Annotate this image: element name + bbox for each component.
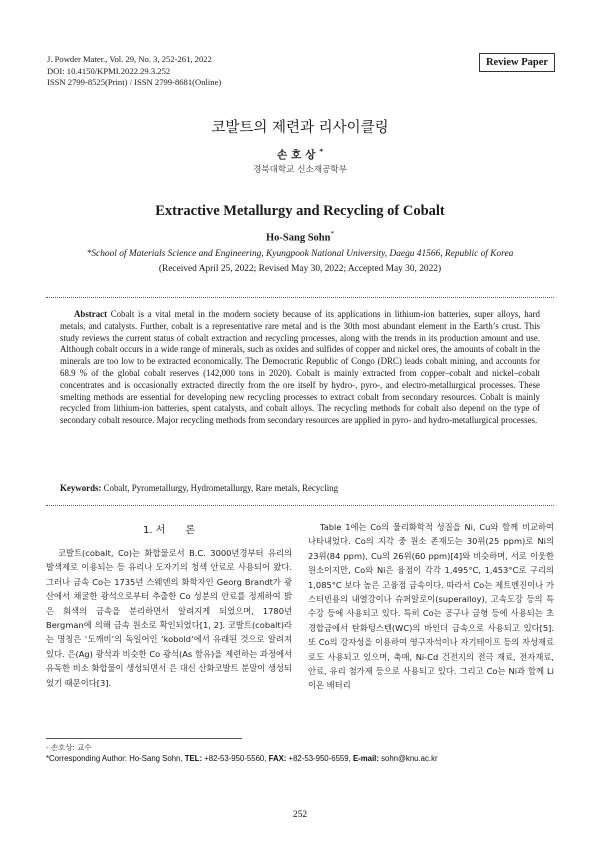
english-author-name: Ho-Sang Sohn xyxy=(266,232,331,244)
journal-citation: J. Powder Mater., Vol. 29, No. 3, 252-261, 2022 xyxy=(47,54,212,64)
page-number: 252 xyxy=(292,810,308,820)
korean-author-name: 손호상 xyxy=(276,149,320,161)
english-author-mark: * xyxy=(330,230,334,238)
body-column-left: 코발트(cobalt, Co)는 화합물로서 B.C. 3000년경부터 유리의 발색제로 이용되는 등 유리나 도자기의 청색 안료로 사용되어 왔다. 그러나 금속 Co는 1735년 스웨덴의 화학자인 Georg Brandt가 광산에서 채굴한 광석으로부터 추출한 Co 성분의 안료를 정제하여 밝은 회색의 금속을 분리하면서 알려지게 되었으며, 1780년 Bergman에 의해 금속 원소로 확인되었다[1, 2]. 코발트(cobalt)라는 명칭은 ‘도깨비’의 독일어인 ‘kobold’에서 유래된 것으로 알려져 있다. 은(Ag) 광석과 비슷한 Co 광석(As 함유)을 제련하는 과정에서 유독한 비소 화합물이 생성되면서 은 대신 산화코발트 분말이 생성되었기 때문이다[3]. xyxy=(46,548,292,688)
keywords xyxy=(60,483,540,495)
korean-title: 코발트의 제련과 리사이클링 xyxy=(211,120,389,136)
corresponding-author: *Corresponding Author: Ho-Sang Sohn, xyxy=(46,754,183,763)
tel-label: TEL: xyxy=(184,754,203,763)
journal-issn: ISSN 2799-8525(Print) / ISSN 2799-8681(Online) xyxy=(47,77,222,87)
footnote-corresponding-author xyxy=(46,754,438,763)
abstract-top-rule xyxy=(46,297,554,298)
abstract xyxy=(60,309,540,427)
keywords-label: Keywords: xyxy=(60,483,102,493)
abstract-bottom-rule xyxy=(46,505,554,506)
keywords-text: Cobalt, Pyrometallurgy, Hydrometallurgy, Rare metals, Recycling xyxy=(103,483,339,493)
section-heading-introduction: 1. 서 론 xyxy=(142,525,196,536)
journal-doi: DOI: 10.4150/KPMI.2022.29.3.252 xyxy=(47,65,171,76)
paper-type-badge: Review Paper xyxy=(479,53,555,72)
email-value: sohn@knu.ac.kr xyxy=(381,754,438,763)
english-author xyxy=(0,230,600,244)
english-affiliation: *School of Materials Science and Engineering, Kyungpook National University, Daegu 41566, Republic of Korea xyxy=(86,249,514,259)
footnote-rule xyxy=(46,738,242,739)
abstract-text: Cobalt is a vital metal in the modern society because of its applications in lithium-ion batteries, super alloys, hard metals, and catalysts. Further, cobalt is a representative rare metal and is the 30th most abundant element in the Earth’s crust. This study reviews the current status of cobalt extraction and recycling processes, along with the trends in its production amount and use. Although cobalt occurs in a wide range of minerals, such as oxides and sulfides of copper and nickel ores, the amounts of cobalt in the minerals are too low to be extracted economically. The Democratic Republic of Congo (DRC) leads cobalt mining, and accounts for 68.9 % of the global cobalt reserves (142,000 tons in 2020). Cobalt is mainly extracted from copper–cobalt and nickel–cobalt concentrates and is occasionally extracted directly from the ore itself by hydro-, pyro-, and electro-metallurgical processes. These smelting methods are essential for developing new recycling processes to extract cobalt from secondary resources. Cobalt is mainly recycled from lithium-ion batteries, spent catalysts, and cobalt alloys. The recycling methods for cobalt also depend on the type of secondary cobalt resource. Major recycling methods from secondary resources are applied in pyro- and hydro-metallurgical processes. xyxy=(60,309,540,426)
email-label: E-mail: xyxy=(352,754,379,763)
received-dates: (Received April 25, 2022; Revised May 30, 2022; Accepted May 30, 2022) xyxy=(158,264,442,274)
korean-author-mark: * xyxy=(319,147,324,156)
korean-author xyxy=(0,147,600,162)
fax-label: FAX: xyxy=(268,754,287,763)
footnote-author-position: - 손호상: 교수 xyxy=(46,743,92,752)
journal-info xyxy=(47,54,221,89)
body-column-right: Table 1에는 Co의 물리화학적 성질을 Ni, Cu와 함께 비교하여 나타내었다. Co의 지각 중 원소 존재도는 30위(25 ppm)로 Ni의 23위(84 ppm), Cu의 26위(60 ppm)[4]와 비슷하며, 서로 이웃한 원소이지만, Co와 Ni은 융점이 각각 1,495°C, 1,453°C로 구리의 1,085°C 보다 높은 고융점 금속이다. 따라서 Co는 제트엔진이나 가스터빈용의 내열강이나 슈퍼알로이(superalloy), 고속도강 등의 특수강 등에 사용되고 있다. 특히 Co는 공구나 금형 등에 사용되는 초경합금에서 탄화텅스텐(WC)의 바인더 금속으로 사용되고 있다[5]. 또 Co의 강자성을 이용하여 영구자석이나 자기테이프 등의 자성재료로도 사용되고 있으며, 축매, Ni-Cd 건전지의 전극 재료, 전자재료, 안료, 유리 첨가제 등으로 사용되고 있다. 그리고 Co는 Ni과 함께 Li 이온 배터리 xyxy=(308,522,554,691)
korean-affiliation: 경북대학교 신소재공학부 xyxy=(252,165,348,175)
english-title: Extractive Metallurgy and Recycling of Cobalt xyxy=(155,203,445,219)
fax-value: +82-53-950-6559, xyxy=(288,754,351,763)
tel-value: +82-53-950-5560, xyxy=(204,754,267,763)
abstract-label: Abstract xyxy=(74,309,108,319)
